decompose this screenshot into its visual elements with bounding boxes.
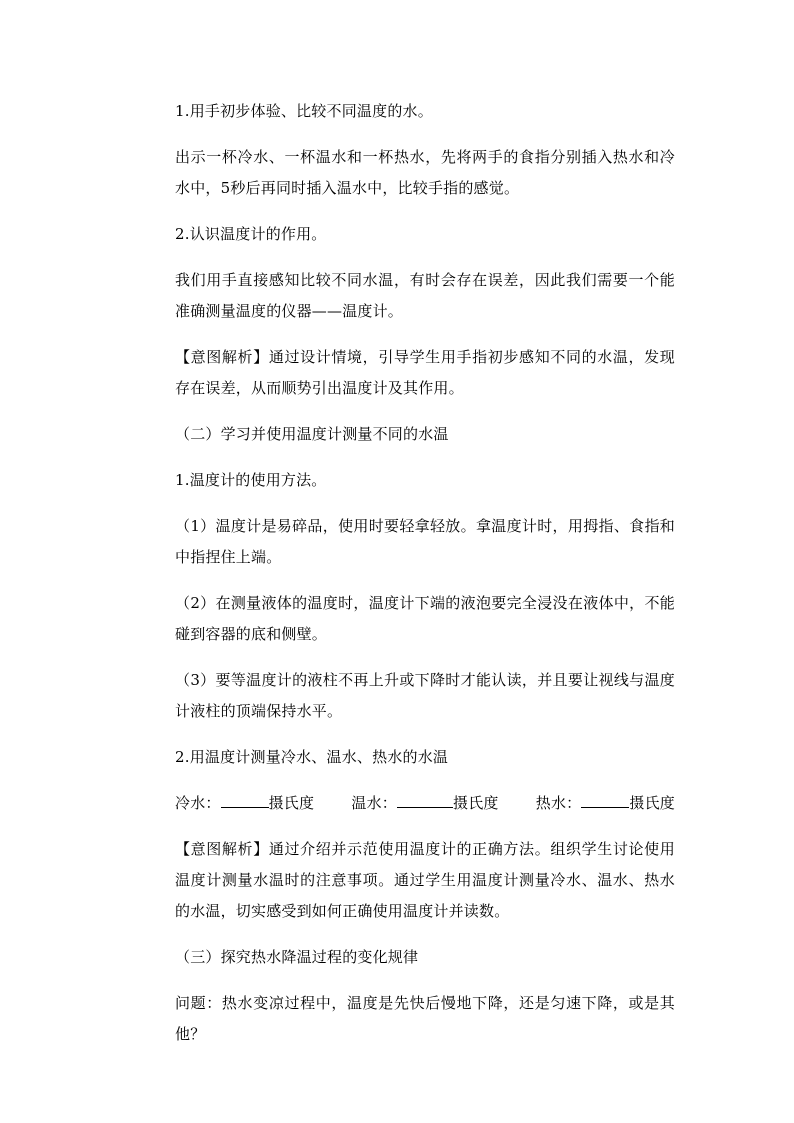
- intent-analysis-2: 【意图解析】通过介绍并示范使用温度计的正确方法。组织学生讨论使用温度计测量水温时的注意事项。通过学生用温度计测量冷水、温水、热水的水温，切实感受到如何正确使用温度计并读数。: [175, 840, 676, 920]
- section-heading-three: （三）探究热水降温过程的变化规律: [175, 948, 419, 966]
- document-body: [175, 96, 675, 1065]
- cold-water-blank[interactable]: [221, 790, 269, 808]
- intent-tag: 【意图解析】: [175, 348, 269, 366]
- question-paragraph: 问题：热水变凉过程中，温度是先快后慢地下降，还是匀速下降，或是其他？: [175, 994, 675, 1043]
- intent-analysis-1: 【意图解析】通过设计情境，引导学生用手指初步感知不同的水温，发现存在误差，从而顺势引出温度计及其作用。: [175, 348, 676, 397]
- usage-point-3: （3）要等温度计的液柱不再上升或下降时才能认读，并且要让视线与温度计液柱的顶端保持水平。: [175, 671, 675, 720]
- hot-water-blank[interactable]: [581, 790, 629, 808]
- paragraph-thermometer-need: 我们用手直接感知比较不同水温，有时会存在误差，因此我们需要一个能准确测量温度的仪器——温度计。: [175, 271, 675, 320]
- step-heading-thermometer-role: 2.认识温度计的作用。: [175, 225, 327, 243]
- fill-in-warm-water: 温水： 摄氏度: [351, 788, 498, 819]
- intent-tag: 【意图解析】: [175, 840, 269, 858]
- step-heading-hand-experience: 1.用手初步体验、比较不同温度的水。: [175, 102, 433, 120]
- step-heading-usage: 1.温度计的使用方法。: [175, 471, 327, 489]
- paragraph-water-comparison: 出示一杯冷水、一杯温水和一杯热水，先将两手的食指分别插入热水和冷水中，5秒后再同时插入温水中，比较手指的感觉。: [175, 148, 675, 197]
- usage-point-2: （2）在测量液体的温度时，温度计下端的液泡要完全浸没在液体中，不能碰到容器的底和侧壁。: [175, 594, 675, 643]
- usage-point-1: （1）温度计是易碎品，使用时要轻拿轻放。拿温度计时，用拇指、食指和中指捏住上端。: [175, 517, 675, 566]
- fill-in-hot-water: 热水： 摄氏度: [536, 788, 675, 819]
- fill-in-line: [175, 788, 675, 819]
- warm-water-blank[interactable]: [397, 790, 453, 808]
- step-heading-measure: 2.用温度计测量冷水、温水、热水的水温: [175, 748, 449, 766]
- section-heading-two: （二）学习并使用温度计测量不同的水温: [175, 425, 449, 443]
- fill-in-cold-water: 冷水： 摄氏度: [175, 788, 314, 819]
